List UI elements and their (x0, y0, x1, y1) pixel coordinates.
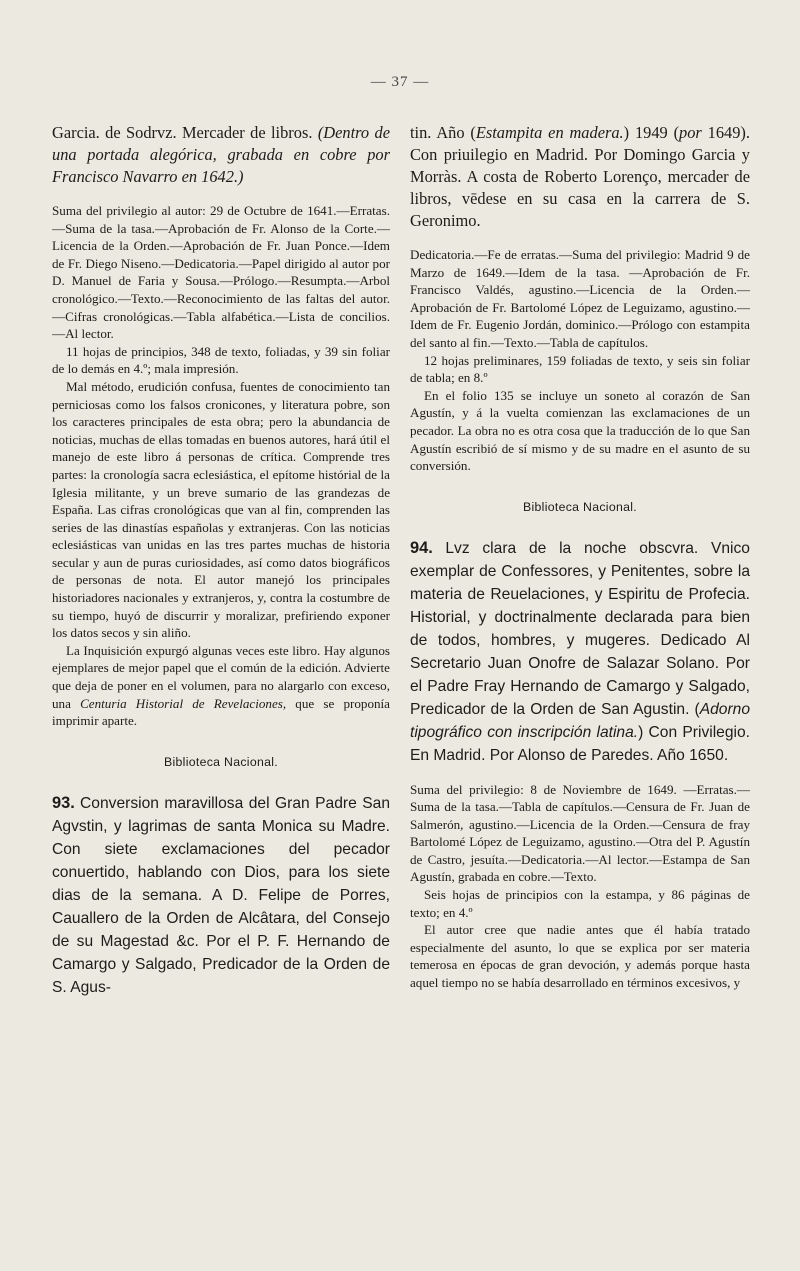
library-name-2: Biblioteca Nacional. (523, 499, 637, 514)
entry-94-title-post: ) Con Privilegio. En Madrid. Por Alonso de Paredes. Año 1650. (410, 723, 750, 764)
entry-93-description: Dedicatoria.—Fe de erratas.—Suma del privilegio: Madrid 9 de Marzo de 1649.—Idem de la tasa. —Aprobación de Fr. Francisco Valdés, agustino.—Licencia de la Orden.—Aprobación de Fr. Bartolomé López de Leguizamo, agustino.—Idem de Fr. Eugenio Jordán, dominico.—Prólogo con estampita del santo al fin.—Texto.—Tabla de capítulos. (410, 247, 750, 350)
entry-92-pages: 11 hojas de principios, 348 de texto, foliadas, y 39 sin foliar de lo demás en 4.º; mala impresión. (52, 343, 390, 377)
entry-94-pages: Seis hojas de principios con la estampa, y 86 páginas de texto; en 4.º (410, 887, 750, 920)
entry-94-comment: El autor cree que nadie antes que él había tratado especialmente del asunto, lo que se explica por ser materia temerosa en épocas de gran devoción, y además porque hasta aquel tiempo no se había desarrollado en términos excesivos, y (410, 922, 750, 991)
cont-italic-por: por (679, 123, 702, 142)
entry-92-continuation (52, 122, 390, 188)
cont-mid: ) 1949 ( (623, 123, 680, 142)
library-name: Biblioteca Nacional. (164, 754, 278, 769)
left-column (52, 122, 390, 999)
entry-93-number: 93. (52, 793, 75, 812)
entry-92-comment: Mal método, erudición confusa, fuentes de conocimiento tan perniciosas como los falsos cronicones, y literatura pobre, son los caracteres principales de esta obra; pero la abundancia de noticias, muchas de ellas tomadas en buenos autores, hará útil el manejo de este libro á personas de crítica. Comprende tres partes: la cronología sacra eclesiástica, el epítome histórial de la Iglesia militante, y un breve sumario de las grandezas de España. Las cifras cronológicas que van al fin, comprenden las series de las dinastías españolas y extranjeras. Con las noticias eclesiásticas van unidas en las tres partes muchas de historia secular y aun de puras curiosidades, así como datos biográficos de personas de nota. El autor manejó los principales historiadores nacionales y extranjeros, y, contra la costumbre de su tiempo, huyó de discurrir y moralizar, prefiriendo exponer los datos secos y sin aliño. (52, 378, 390, 641)
entry-94-title-italic: Adorno tipográfico con inscripción latina. (410, 700, 750, 741)
entry-93-comment: En el folio 135 se incluye un soneto al corazón de San Agustín, y á la vuelta comienzan las exclamaciones de un pecador. La obra no es otra cosa que la traducción de lo que San Agustín escribió de sí mismo y de su madre en el asunto de su conversión. (410, 387, 750, 474)
cont-post: 1649). Con priuilegio en Madrid. Por Domingo Garcia y Morràs. A costa de Roberto Lorenço, mercader de libros, vēdese en su casa en la carrera de S. Geronimo. (410, 123, 750, 230)
inquisition-italic-title: Centuria Historial de Revelaciones, (80, 695, 287, 711)
cont-italic-estampita: Estampita en madera. (475, 123, 624, 142)
entry-93-continuation (410, 122, 750, 232)
inquisition-text-pre: La Inquisición expurgó algunas veces este libro. Hay algunos ejemplares de mejor papel que el común de la edición. Advierte que deja de poner en el volumen, para no alargarlo con exceso, una (52, 642, 390, 711)
cont-pre: tin. Año ( (410, 123, 476, 142)
entry-92-description: Suma del privilegio al autor: 29 de Octubre de 1641.—Erratas.—Suma de la tasa.—Aprobación de Fr. Alonso de la Corte.—Licencia de la Orden.—Aprobación de Fr. Juan Ponce.—Idem de Fr. Diego Niseno.—Dedicatoria.—Papel dirigido al autor por D. Manuel de Faria y Sousa.—Prólogo.—Resumpta.—Arbol cronológico.—Texto.—Reconocimiento de las faltas del autor.—Cifras cronológicas.—Tabla alfabética.—Lista de concilios.—Al lector. (52, 203, 390, 342)
entry-93-title-text: Conversion maravillosa del Gran Padre San Agvstin, y lagrimas de santa Monica su Madre. Con siete exclamaciones del pecador conuertido, hablando con Dios, para los siete dias de la semana. A D. Felipe de Porres, Cauallero de la Orden de Alcâtara, del Consejo de su Magestad &c. Por el P. F. Hernando de Camargo y Salgado, Predicador de la Orden de S. Agus- (52, 794, 390, 996)
entry-93-pages: 12 hojas preliminares, 159 foliadas de texto, y seis sin foliar de tabla; en 8.º (410, 352, 750, 386)
page-number: — 37 — (370, 74, 430, 90)
inquisition-text-post: que se proponía imprimir aparte. (52, 695, 390, 729)
continuation-italic-note: (Dentro de una portada alegórica, grabada en cobre por Francisco Navarro en 1642.) (52, 123, 390, 186)
entry-94-title-pre: Lvz clara de la noche obscvra. Vnico exemplar de Confessores, y Penitentes, sobre la materia de Reuelaciones, y Espiritu de Profecia. Historial, y doctrinalmente declarada para bien de todos, hombres, y mugeres. Dedicado Al Secretario Juan Onofre de Salazar Solano. Por el Padre Fray Hernando de Camargo y Salgado, Predicador de la Orden de San Agustin. ( (410, 539, 750, 718)
continuation-title: Garcia. de Sodrvz. Mercader de libros. (52, 123, 313, 142)
right-column (410, 122, 750, 992)
entry-94-description: Suma del privilegio: 8 de Noviembre de 1649. —Erratas.—Suma de la tasa.—Tabla de capítulos.—Censura de Fr. Juan de Salmerón, agustino.—Licencia de la Orden.—Censura de fray Bartolomé López de Leguizamo, agustino.—Otra del P. Agustín de Castro, jesuíta.—Dedicatoria.—Al lector.—Estampa de San Agustín, grabada en cobre.—Texto. (410, 781, 750, 885)
entry-93-title (52, 792, 390, 999)
entry-92-inquisition-note (52, 642, 390, 730)
entry-94-number: 94. (410, 538, 433, 557)
entry-94-title (410, 537, 750, 767)
